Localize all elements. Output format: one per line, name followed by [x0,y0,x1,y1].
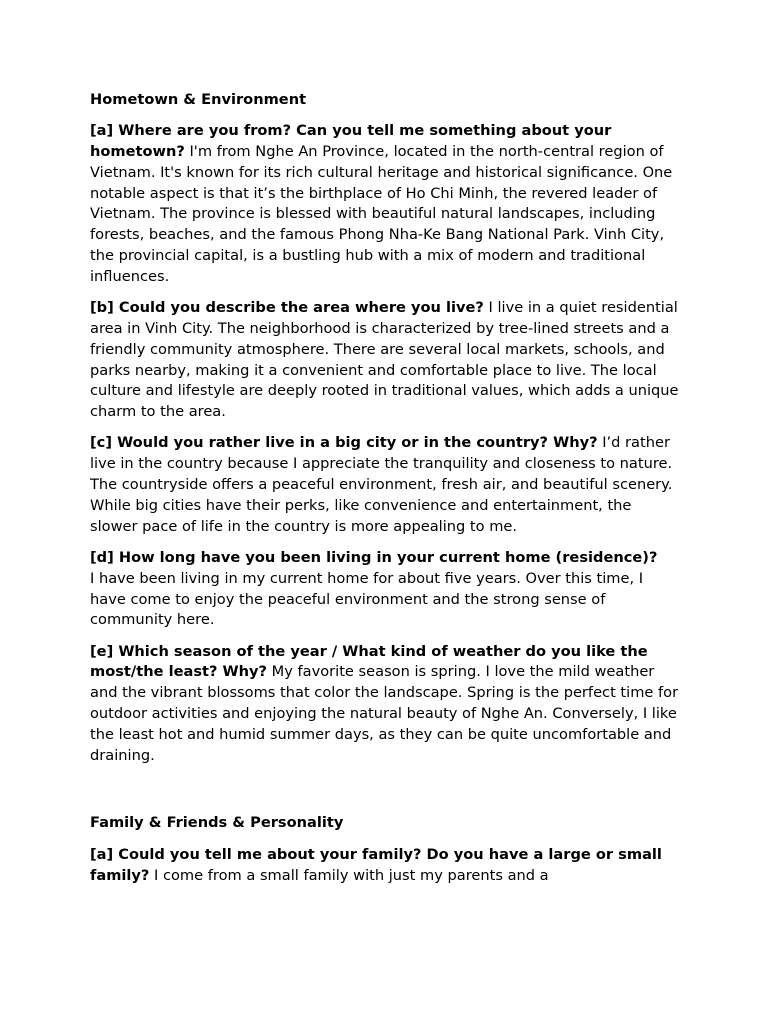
qa-item-residence [90,548,682,631]
qa-item-hometown [90,121,682,287]
question-text: [a] Could you tell me about your family? Do you have a large or small family? [90,845,662,884]
answer-text: I'm from Nghe An Province, located in the north-central region of Vietnam. It's known for its rich cultural heritage and historical significance. One notable aspect is that it’s the birthplace of Ho Chi Minh, the revered leader of Vietnam. The province is blessed with beautiful natural landscapes, including forests, beaches, and the famous Phong Nha-Ke Bang National Park. Vinh City, the provincial capital, is a bustling hub with a mix of modern and traditional influences. [90,143,673,285]
qa-item-area [90,298,682,423]
section-title-hometown: Hometown & Environment [90,91,307,108]
document-body [90,90,682,886]
qa-item-city-or-country [90,433,682,537]
section-title-family: Family & Friends & Personality [90,814,344,832]
question-text: [e] Which season of the year / What kind of weather do you like the most/the least? Why? [90,642,648,681]
question-text: [b] Could you describe the area where you live? [90,299,484,317]
qa-item-family [90,845,682,887]
question-text: [a] Where are you from? Can you tell me something about your hometown? [90,122,612,161]
answer-text: I’d rather live in the country because I appreciate the tranquility and closeness to nature. The countryside offers a peaceful environment, fresh air, and beautiful scenery. While big cities have their perks, like convenience and entertainment, the slower pace of life in the country is more appealing to me. [90,434,673,535]
answer-text: I have been living in my current home for about five years. Over this time, I have come to enjoy the peaceful environment and the strong sense of community here. [90,569,644,629]
answer-text: I come from a small family with just my parents and a [154,866,549,884]
qa-item-season [90,642,682,767]
question-text: [d] How long have you been living in your current home (residence)? [90,548,658,566]
answer-text: I live in a quiet residential area in Vinh City. The neighborhood is characterized by tree-lined streets and a friendly community atmosphere. There are several local markets, schools, and parks nearby, making it a convenient and comfortable place to live. The local culture and lifestyle are deeply rooted in traditional values, which adds a unique charm to the area. [90,299,679,421]
question-text: [c] Would you rather live in a big city or in the country? Why? [90,434,598,452]
answer-text: My favorite season is spring. I love the mild weather and the vibrant blossoms that color the landscape. Spring is the perfect time for outdoor activities and enjoying the natural beauty of Nghe An. Conversely, I like the least hot and humid summer days, as they can be quite uncomfortable and draining. [90,663,679,764]
